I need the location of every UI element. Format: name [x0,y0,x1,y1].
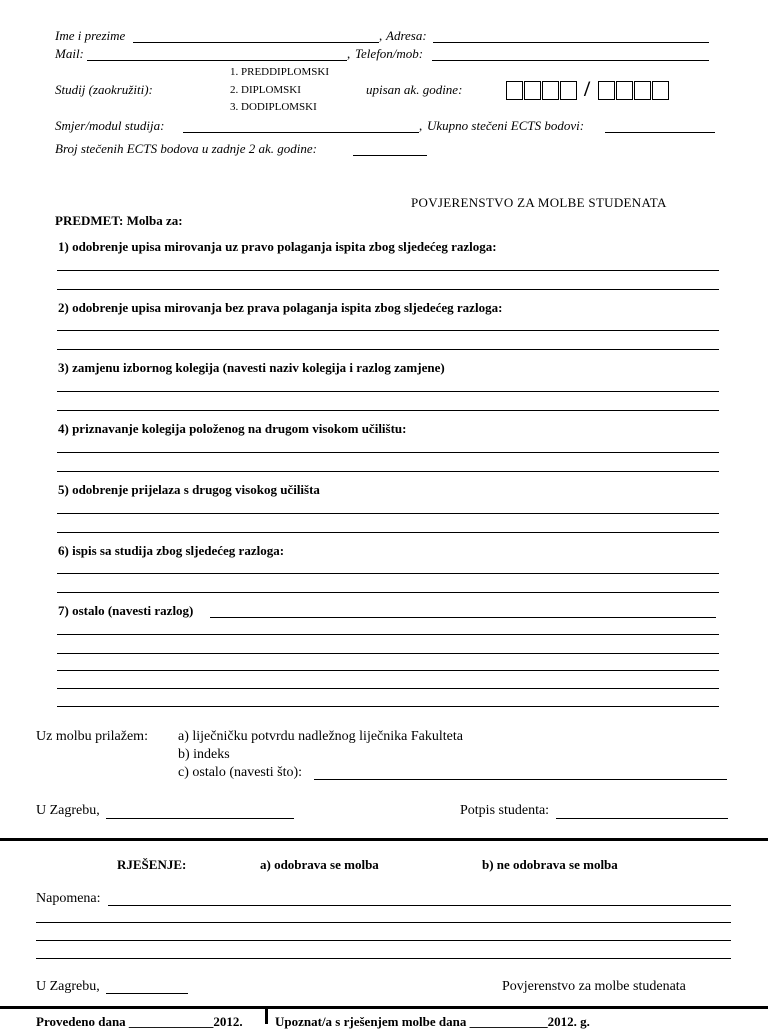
ects-last2-field[interactable] [353,155,427,156]
request-5: 5) odobrenje prijelaza s drugog visokog učilišta [58,482,320,497]
footer-divider [0,1006,768,1009]
request-4: 4) priznavanje kolegija položenog na drugom visokom učilištu: [58,421,407,436]
year-digit-box[interactable] [560,81,577,100]
footer-carried-out: Provedeno dana _____________2012. [36,1014,243,1029]
study-label: Studij (zaokružiti): [55,82,153,97]
ects-last2-label: Broj stečenih ECTS bodova u zadnje 2 ak. godine: [55,141,318,156]
answer-line[interactable] [57,592,719,593]
address-label: Adresa: [386,28,427,43]
section-divider [0,838,768,841]
answer-line[interactable] [57,289,719,290]
comma-separator: , [347,46,351,61]
answer-line[interactable] [57,532,719,533]
decision-title: RJEŠENJE: [117,857,187,872]
year-digit-box[interactable] [506,81,523,100]
mail-field[interactable] [87,60,347,61]
note-line[interactable] [36,940,731,941]
answer-line[interactable] [57,513,719,514]
answer-line[interactable] [57,391,719,392]
date-field[interactable] [106,818,294,819]
study-option-2[interactable]: 2. DIPLOMSKI [230,84,301,96]
answer-line[interactable] [57,330,719,331]
study-option-1[interactable]: 1. PREDDIPLOMSKI [230,66,330,78]
decision-date-field[interactable] [106,993,188,994]
decision-option-b[interactable]: b) ne odobrava se molba [482,857,618,872]
note-line[interactable] [108,905,731,906]
committee-signer: Povjerenstvo za molbe studenata [502,979,686,994]
committee-title: POVJERENSTVO ZA MOLBE STUDENATA [411,195,667,210]
comma-separator: , [419,118,423,133]
decision-option-a[interactable]: a) odobrava se molba [260,857,379,872]
request-6: 6) ispis sa studija zbog sljedećeg razloga: [58,543,285,558]
comma-separator: , [379,28,383,43]
ects-total-label: Ukupno stečeni ECTS bodovi: [427,118,585,133]
phone-label: Telefon/mob: [355,46,424,61]
module-field[interactable] [183,132,419,133]
decision-place-label: U Zagrebu, [36,979,100,994]
mail-label: Mail: [55,46,84,61]
attachment-other-field[interactable] [314,779,727,780]
answer-line[interactable] [57,706,719,707]
answer-line[interactable] [57,688,719,689]
study-option-3[interactable]: 3. DODIPLOMSKI [230,101,317,113]
answer-line[interactable] [57,270,719,271]
year-digit-box[interactable] [634,81,651,100]
year-separator: / [584,76,591,101]
answer-line[interactable] [57,349,719,350]
answer-line[interactable] [57,452,719,453]
request-7: 7) ostalo (navesti razlog) [58,603,194,618]
note-label: Napomena: [36,891,101,906]
phone-field[interactable] [432,60,709,61]
answer-line[interactable] [57,573,719,574]
request-2: 2) odobrenje upisa mirovanja bez prava polaganja ispita zbog sljedećeg razloga: [58,300,503,315]
name-field[interactable] [133,42,379,43]
note-line[interactable] [36,922,731,923]
place-date-label: U Zagrebu, [36,803,100,818]
answer-line[interactable] [57,410,719,411]
student-signature-label: Potpis studenta: [460,803,550,818]
answer-line[interactable] [57,670,719,671]
year-digit-box[interactable] [542,81,559,100]
name-label: Ime i prezime [55,28,126,43]
request-1: 1) odobrenje upisa mirovanja uz pravo polaganja ispita zbog sljedećeg razloga: [58,239,497,254]
enrolled-year-label: upisan ak. godine: [366,82,463,97]
reason-field[interactable] [210,617,716,618]
attachment-item-a[interactable]: a) liječničku potvrdu nadležnog liječnika Fakulteta [178,729,463,744]
address-field[interactable] [433,42,709,43]
module-label: Smjer/modul studija: [55,118,165,133]
answer-line[interactable] [57,471,719,472]
signature-field[interactable] [556,818,728,819]
attachments-label: Uz molbu prilažem: [36,729,148,744]
footer-column-divider [265,1008,268,1024]
note-line[interactable] [36,958,731,959]
answer-line[interactable] [57,653,719,654]
attachment-item-c[interactable]: c) ostalo (navesti što): [178,765,303,780]
year-digit-box[interactable] [616,81,633,100]
attachment-item-b[interactable]: b) indeks [178,747,230,762]
footer-acknowledged: Upoznat/a s rješenjem molbe dana ____________2012. g. [275,1014,590,1029]
answer-line[interactable] [57,634,719,635]
year-digit-box[interactable] [598,81,615,100]
year-digit-box[interactable] [652,81,669,100]
ects-total-field[interactable] [605,132,715,133]
year-digit-box[interactable] [524,81,541,100]
subject-label: PREDMET: Molba za: [55,213,183,228]
request-3: 3) zamjenu izbornog kolegija (navesti naziv kolegija i razlog zamjene) [58,360,445,375]
